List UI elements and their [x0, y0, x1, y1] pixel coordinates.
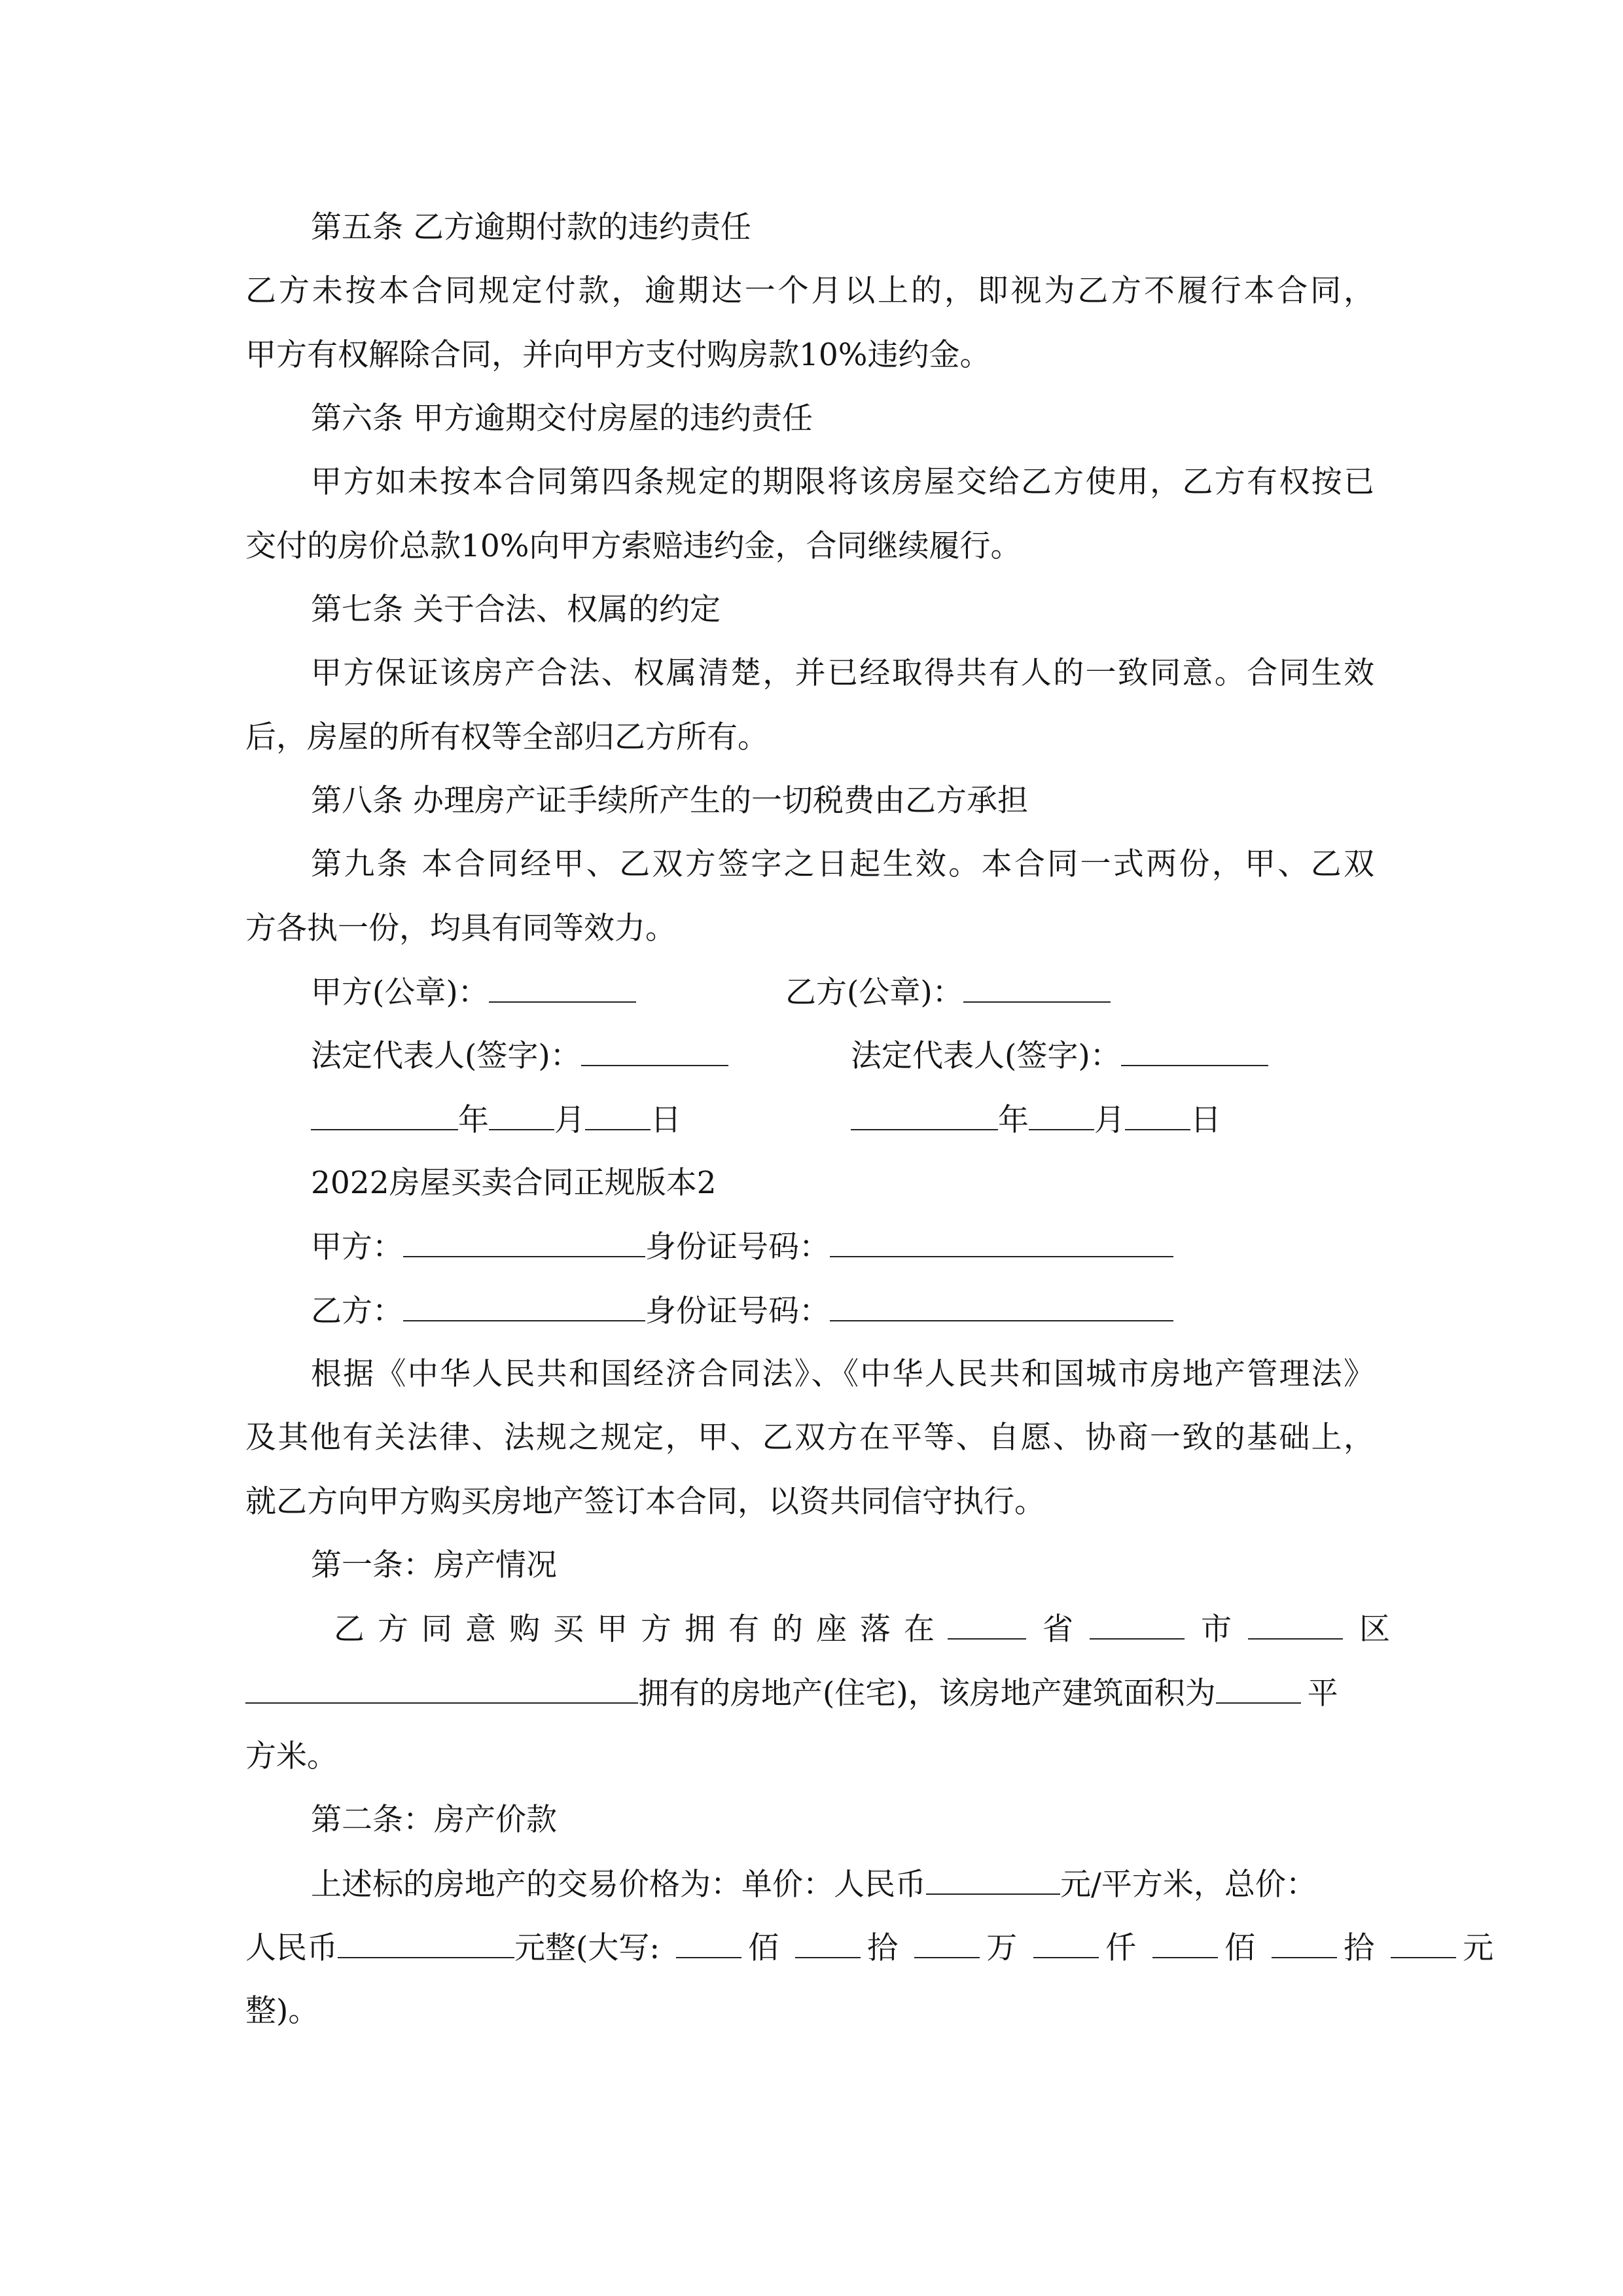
- clause-1-district-label: 区: [1359, 1611, 1390, 1647]
- signature-party-b-blank[interactable]: [963, 973, 1111, 1003]
- clause-2-zheng-label: 元整(大写:: [514, 1930, 660, 1966]
- clause-1-text-b: 拥有的房地产(住宅)，该房地产建筑面积为: [638, 1676, 1216, 1712]
- signature-party-a-blank[interactable]: [489, 973, 636, 1003]
- intro-line-3: 就乙方向甲方购买房地产签订本合同，以资共同信守执行。: [245, 1484, 1045, 1520]
- clause-2-rmb-label: 人民币: [245, 1930, 338, 1966]
- representative-b: [851, 1036, 1268, 1076]
- article-5-line-2: 甲方有权解除合同，并向甲方支付购房款10%违约金。: [245, 337, 991, 373]
- clause-2-yuan-blank[interactable]: [1391, 1928, 1456, 1958]
- clause-1-province-blank[interactable]: [948, 1609, 1026, 1640]
- clause-1-district-blank[interactable]: [1248, 1609, 1343, 1640]
- clause-2-unit-label: 元/平方米，总价：: [1060, 1867, 1317, 1903]
- party-a-id-blank[interactable]: [830, 1227, 1173, 1257]
- article-5-title: 第五条 乙方逾期付款的违约责任: [311, 209, 751, 245]
- date-a-day-blank[interactable]: [585, 1100, 651, 1130]
- signature-party-b-label: 乙方(公章)：: [785, 975, 963, 1011]
- party-a-name-blank[interactable]: [403, 1227, 645, 1257]
- party-b-name-blank[interactable]: [403, 1291, 645, 1321]
- date-a: [311, 1100, 681, 1140]
- clause-2-bai-label: 佰: [748, 1930, 779, 1966]
- clause-1-unit-a: 平: [1307, 1676, 1338, 1712]
- party-a-id-label: 身份证号码：: [645, 1229, 830, 1265]
- clause-2-qian-label: 仟: [1105, 1930, 1137, 1966]
- party-b-id-label: 身份证号码：: [645, 1293, 830, 1329]
- party-b-label: 乙方：: [311, 1293, 403, 1329]
- date-a-month-label: 月: [554, 1102, 585, 1138]
- clause-1-line-1: [334, 1609, 1390, 1649]
- date-b-month-blank[interactable]: [1029, 1100, 1094, 1130]
- clause-2-unit-price-blank[interactable]: [926, 1865, 1060, 1895]
- representative-b-blank[interactable]: [1121, 1036, 1268, 1066]
- clause-2-line-3: 整)。: [245, 1993, 319, 2029]
- intro-line-1: 根据《中华人民共和国经济合同法》、《中华人民共和国城市房地产管理法》: [311, 1356, 1374, 1392]
- date-a-month-blank[interactable]: [489, 1100, 554, 1130]
- party-a-label: 甲方：: [311, 1229, 403, 1265]
- clause-2-shi-blank[interactable]: [795, 1928, 861, 1958]
- clause-2-line-2: [245, 1928, 1493, 1968]
- signature-party-b: [785, 973, 1111, 1013]
- representative-a-blank[interactable]: [581, 1036, 728, 1066]
- date-b: [851, 1100, 1221, 1140]
- date-b-day-blank[interactable]: [1125, 1100, 1190, 1130]
- article-5-line-1: 乙方未按本合同规定付款，逾期达一个月以上的，即视为乙方不履行本合同，: [245, 273, 1374, 309]
- clause-1-line-2: [245, 1674, 1338, 1713]
- representative-a-label: 法定代表人(签字)：: [311, 1038, 581, 1074]
- article-6-line-1: 甲方如未按本合同第四条规定的期限将该房屋交给乙方使用，乙方有权按已: [311, 464, 1374, 500]
- article-9-line-1: 第九条 本合同经甲、乙双方签字之日起生效。本合同一式两份，甲、乙双: [311, 846, 1374, 882]
- clause-2-shi2-blank[interactable]: [1272, 1928, 1337, 1958]
- date-a-year-blank[interactable]: [311, 1100, 458, 1130]
- clause-1-city-label: 市: [1201, 1611, 1232, 1647]
- article-6-title: 第六条 甲方逾期交付房屋的违约责任: [311, 401, 813, 437]
- clause-2-bai2-blank[interactable]: [1152, 1928, 1218, 1958]
- clause-2-bai2-label: 佰: [1224, 1930, 1256, 1966]
- date-b-day-label: 日: [1190, 1102, 1221, 1138]
- clause-2-total-blank[interactable]: [338, 1928, 514, 1958]
- date-b-month-label: 月: [1094, 1102, 1125, 1138]
- date-a-year-label: 年: [458, 1102, 489, 1138]
- document-2-title: 2022房屋买卖合同正规版本2: [311, 1165, 717, 1201]
- article-7-line-2: 后，房屋的所有权等全部归乙方所有。: [245, 719, 768, 755]
- article-6-line-2: 交付的房价总款10%向甲方索赔违约金，合同继续履行。: [245, 528, 1022, 564]
- clause-2-wan-blank[interactable]: [914, 1928, 980, 1958]
- date-b-year-blank[interactable]: [851, 1100, 998, 1130]
- clause-2-title: 第二条：房产价款: [311, 1802, 557, 1838]
- date-b-year-label: 年: [998, 1102, 1029, 1138]
- clause-2-bai-blank[interactable]: [676, 1928, 741, 1958]
- clause-2-shi-label: 拾: [867, 1930, 899, 1966]
- party-a-row: [311, 1227, 1173, 1267]
- clause-1-title: 第一条：房产情况: [311, 1547, 557, 1583]
- clause-1-line-3: 方米。: [245, 1738, 338, 1774]
- representative-b-label: 法定代表人(签字)：: [851, 1038, 1121, 1074]
- intro-line-2: 及其他有关法律、法规之规定，甲、乙双方在平等、自愿、协商一致的基础上，: [245, 1420, 1374, 1456]
- clause-2-qian-blank[interactable]: [1033, 1928, 1099, 1958]
- signature-party-a: [311, 973, 636, 1013]
- clause-1-province-label: 省: [1043, 1611, 1073, 1647]
- clause-2-wan-label: 万: [986, 1930, 1018, 1966]
- representative-a: [311, 1036, 728, 1076]
- date-a-day-label: 日: [651, 1102, 681, 1138]
- clause-1-area-blank[interactable]: [1216, 1674, 1301, 1704]
- article-9-line-2: 方各执一份，均具有同等效力。: [245, 910, 676, 946]
- clause-2-line-1: [311, 1865, 1317, 1905]
- party-b-id-blank[interactable]: [830, 1291, 1173, 1321]
- clause-2-text-a: 上述标的房地产的交易价格为：单价：人民币: [311, 1867, 926, 1903]
- clause-1-city-blank[interactable]: [1090, 1609, 1185, 1640]
- signature-party-a-label: 甲方(公章)：: [311, 975, 489, 1011]
- clause-2-shi2-label: 拾: [1344, 1930, 1375, 1966]
- clause-1-text-a: 乙方同意购买甲方拥有的座落在: [334, 1611, 948, 1647]
- article-8: 第八条 办理房产证手续所产生的一切税费由乙方承担: [311, 783, 1028, 819]
- article-7-title: 第七条 关于合法、权属的约定: [311, 592, 721, 628]
- party-b-row: [311, 1291, 1173, 1331]
- article-7-line-1: 甲方保证该房产合法、权属清楚，并已经取得共有人的一致同意。合同生效: [311, 655, 1374, 691]
- clause-1-address-blank[interactable]: [245, 1674, 638, 1704]
- clause-2-yuan-label: 元: [1463, 1930, 1494, 1966]
